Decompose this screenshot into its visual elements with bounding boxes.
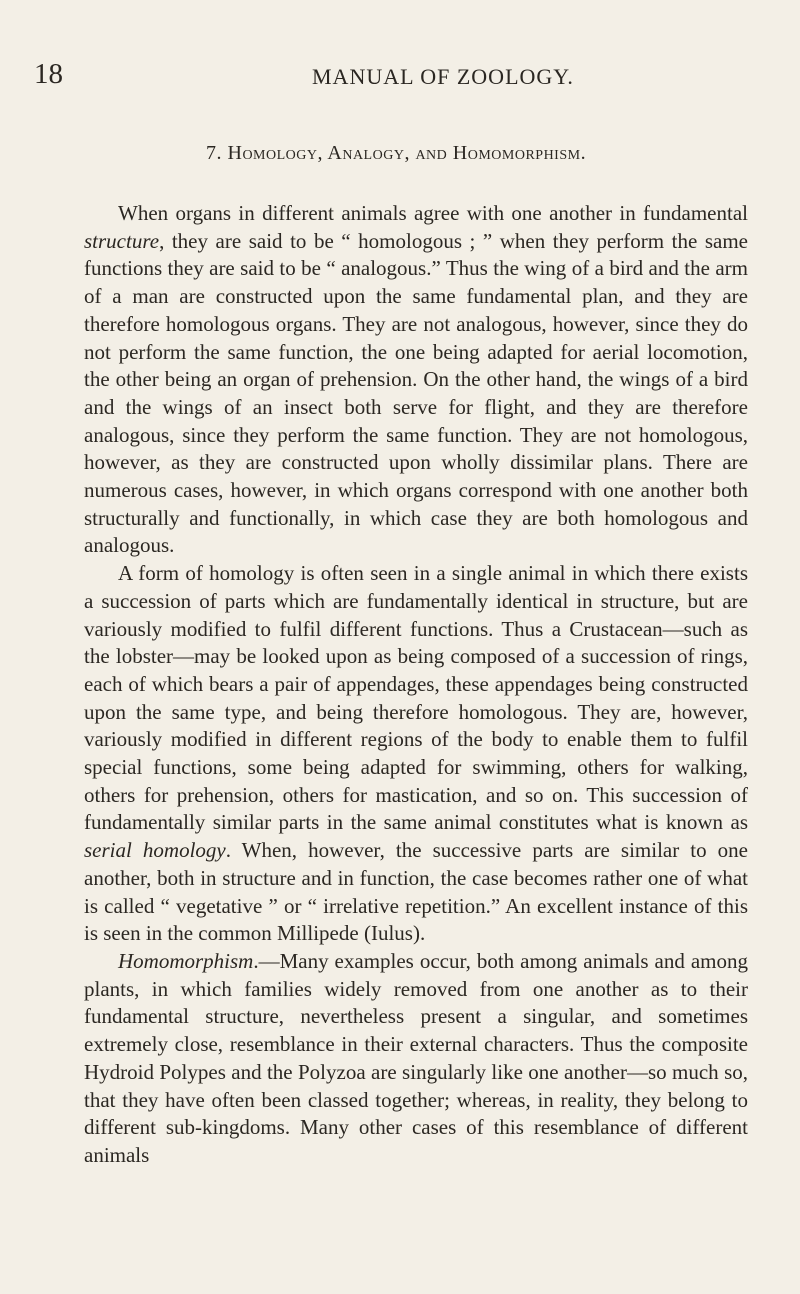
- italic-term-structure: structure: [84, 228, 160, 253]
- running-head: [0, 58, 800, 98]
- paragraph-text: .—Many examples occur, both among animals and among plants, in which families widely removed from one another as to their fundamental structure, nevertheless present a singular, and sometimes extremely close, resemblance in their external characters. Thus the composite Hydroid Polypes and the Polyzoa are singularly like one another—so much so, that they have often been classed together; whereas, in reality, they belong to different sub-kingdoms. Many other cases of this resemblance of different animals: [84, 948, 748, 1167]
- paragraph-homomorphism: [84, 948, 748, 1170]
- paragraph-serial-homology: [84, 560, 748, 948]
- paragraph-text: When organs in different animals agree with one another in fundamental: [118, 201, 748, 225]
- paragraph-text: . When, however, the successive parts are similar to one another, both in structure and in function, the case becomes rather one of what is called “ vegetative ” or “ irrelative repetition.” An excellent instance of this is seen in the common Millipede (Iulus).: [84, 838, 749, 946]
- paragraph-homology-analogy: [84, 200, 748, 560]
- paragraph-text: A form of homology is often seen in a single animal in which there exists a succession of parts which are fundamentally identical in structure, but are variously modified to fulfil different functions. Thus a Crustacean—such as the lobster—may be looked upon as being composed of a succession of rings, each of which bears a pair of appendages, these appendages being constructed upon the same type, and being therefore homologous. They are, however, variously modified in different regions of the body to enable them to fulfil special functions, some being adapted for swimming, others for walking, others for prehension, others for mastication, and so on. This succession of fundamentally similar parts in the same animal constitutes what is known as: [84, 561, 748, 835]
- section-heading: 7. Homology, Analogy, and Homomorphism.: [206, 142, 587, 164]
- paragraph-text: , they are said to be “ homologous ; ” when they perform the same functions they are said to be “ analogous.” Thus the wing of a bird and the arm of a man are constructed upon the same fundamental plan, and they are therefore homologous organs. They are not analogous, however, since they do not perform the same function, the one being adapted for aerial locomotion, the other being an organ of prehension. On the other hand, the wings of a bird and the wings of an insect both serve for flight, and they are therefore analogous, since they perform the same function. They are not homologous, however, as they are constructed upon wholly dissimilar plans. There are numerous cases, however, in which organs correspond with one another both structurally and functionally, in which case they are both homologous and analogous.: [84, 228, 748, 558]
- running-title: MANUAL OF ZOOLOGY.: [312, 64, 574, 89]
- italic-term-homomorphism: Homomorphism: [118, 948, 254, 973]
- body-text: [84, 200, 748, 1170]
- page-number: 18: [34, 58, 63, 90]
- italic-term-serial-homology: serial homology: [84, 838, 226, 863]
